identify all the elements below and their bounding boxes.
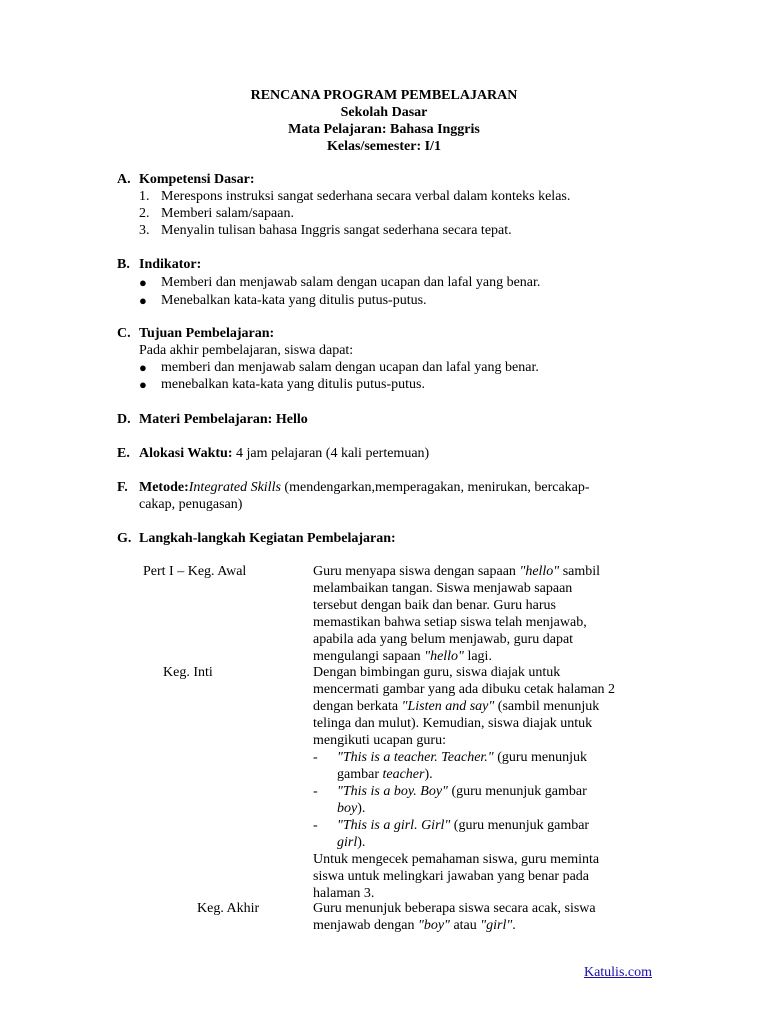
- section-a: [117, 171, 657, 239]
- section-c: [117, 325, 657, 393]
- section-letter: A.: [117, 172, 131, 187]
- section-title: Indikator:: [139, 257, 202, 272]
- activity-label-inti: Keg. Inti: [163, 665, 213, 680]
- list-item: ● Menebalkan kata-kata yang ditulis putus-putus.: [139, 293, 427, 308]
- list-item: 1. Merespons instruksi sangat sederhana secara verbal dalam konteks kelas.: [139, 189, 571, 204]
- list-item: - "This is a girl. Girl" (guru menunjuk gambar girl).: [313, 818, 590, 850]
- section-title: Kompetensi Dasar:: [139, 172, 255, 187]
- section-value: Hello: [275, 412, 308, 427]
- section-title: Materi Pembelajaran:: [139, 412, 273, 427]
- activity-label-awal: Pert I – Keg. Awal: [143, 564, 247, 579]
- class-semester: Kelas/semester: I/1: [327, 139, 441, 154]
- section-letter: E.: [117, 446, 130, 461]
- section-d: [117, 411, 657, 428]
- method-detail-cont: cakap, penugasan): [139, 497, 243, 512]
- section-letter: F.: [117, 480, 128, 495]
- section-letter: C.: [117, 326, 131, 341]
- section-title: Metode:: [139, 480, 189, 495]
- subject: Mata Pelajaran: Bahasa Inggris: [288, 122, 480, 137]
- school-level: Sekolah Dasar: [340, 105, 428, 120]
- method-name: Integrated Skills: [188, 480, 281, 495]
- section-letter: D.: [117, 412, 131, 427]
- bullet-icon: ●: [139, 293, 147, 308]
- document-header: [0, 87, 768, 155]
- list-item: 2. Memberi salam/sapaan.: [139, 206, 294, 221]
- footer-link[interactable]: Katulis.com: [583, 965, 652, 980]
- list-item: ● Memberi dan menjawab salam dengan ucapan dan lafal yang benar.: [139, 275, 541, 290]
- list-item: ● menebalkan kata-kata yang ditulis putus-putus.: [139, 377, 425, 392]
- bullet-icon: ●: [139, 275, 147, 290]
- bullet-icon: ●: [139, 360, 147, 375]
- activity-label-akhir: Keg. Akhir: [197, 901, 260, 916]
- section-g: [117, 530, 657, 547]
- activity-akhir-text: Guru menunjuk beberapa siswa secara acak, siswa menjawab dengan "boy" atau "girl".: [313, 901, 596, 933]
- list-item: ● memberi dan menjawab salam dengan ucapan dan lafal yang benar.: [139, 360, 539, 375]
- section-letter: B.: [117, 257, 130, 272]
- section-title: Langkah-langkah Kegiatan Pembelajaran:: [139, 531, 396, 546]
- list-item: 3. Menyalin tulisan bahasa Inggris sangat sederhana secara tepat.: [139, 223, 512, 238]
- section-e: [117, 445, 657, 462]
- section-title: Tujuan Pembelajaran:: [139, 326, 275, 341]
- list-item: - "This is a boy. Boy" (guru menunjuk gambar boy).: [313, 784, 587, 816]
- bullet-icon: ●: [139, 377, 147, 392]
- section-title: Alokasi Waktu:: [139, 446, 233, 461]
- activity-inti-text: Dengan bimbingan guru, siswa diajak untuk mencermati gambar yang ada dibuku cetak halaman 2 dengan berkata "Listen and say" (sambil menunjuk telinga dan mulut). Kemudian, siswa diajak untuk mengikuti ucapan guru: - "This is a teacher. Teacher." (guru menunjuk gambar teacher). - "This is a boy. Boy" (guru menunjuk gambar boy). - "This is a girl. Girl" (guru menunjuk gambar girl). Untuk mengecek pemahaman siswa, guru meminta siswa untuk melingkari jawaban yang benar pada halaman 3.: [313, 664, 653, 902]
- method-detail: (mendengarkan,memperagakan, menirukan, bercakap-: [280, 480, 590, 495]
- document-title: RENCANA PROGRAM PEMBELAJARAN: [250, 88, 518, 103]
- section-intro: Pada akhir pembelajaran, siswa dapat:: [139, 343, 354, 358]
- section-value: 4 jam pelajaran (4 kali pertemuan): [236, 446, 430, 461]
- activity-awal-text: Guru menyapa siswa dengan sapaan "hello" sambil melambaikan tangan. Siswa menjawab sapaan tersebut dengan baik dan benar. Guru harus memastikan bahwa setiap siswa telah menjawab, apabila ada yang belum menjawab, guru dapat mengulangi sapaan "hello" lagi.: [313, 564, 601, 664]
- section-b: [117, 256, 657, 309]
- list-item: - "This is a teacher. Teacher." (guru menunjuk gambar teacher).: [313, 750, 588, 782]
- section-f: [117, 479, 657, 513]
- section-letter: G.: [117, 531, 132, 546]
